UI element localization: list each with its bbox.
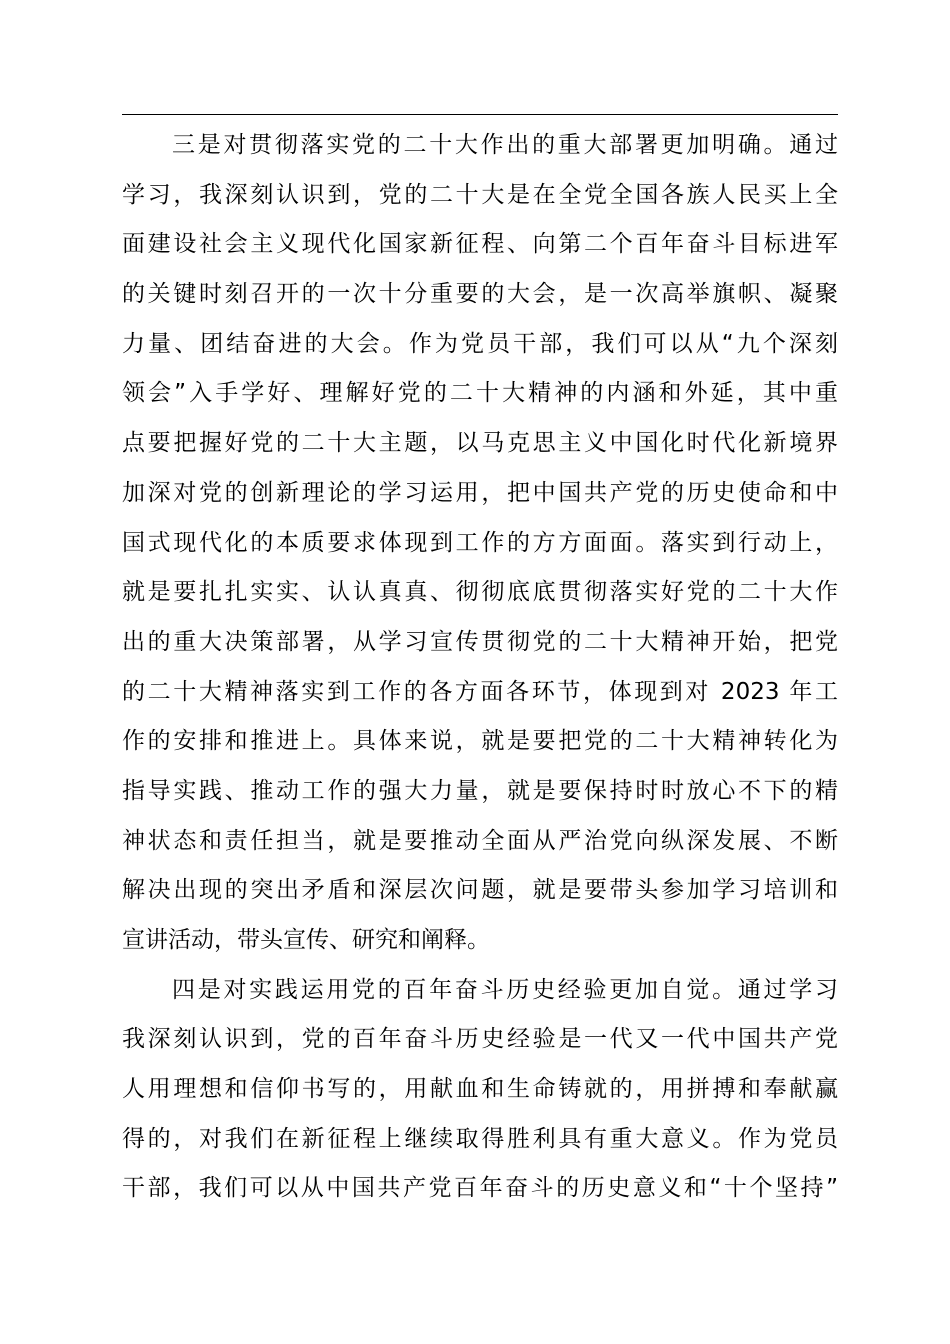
- paragraph-1-line-15: 神状态和责任担当，就是要推动全面从严治党向纵深发展、不断: [122, 827, 838, 854]
- paragraph-1-line-14: 指导实践、推动工作的强大力量，就是要保持时时放心不下的精: [122, 777, 838, 804]
- paragraph-1-line-8: 加深对党的创新理论的学习运用，把中国共产党的历史使命和中: [122, 479, 838, 506]
- body-text: [122, 121, 838, 1214]
- paragraph-1-line-3: 面建设社会主义现代化国家新征程、向第二个百年奋斗目标进军: [122, 231, 838, 258]
- paragraph-1-line-16: 解决出现的突出矛盾和深层次问题，就是要带头参加学习培训和: [122, 877, 838, 904]
- paragraph-1-line-9: 国式现代化的本质要求体现到工作的方方面面。落实到行动上，: [122, 529, 838, 556]
- paragraph-1-line-10: 就是要扎扎实实、认认真真、彻彻底底贯彻落实好党的二十大作: [122, 579, 838, 606]
- paragraph-2-line-2: 我深刻认识到，党的百年奋斗历史经验是一代又一代中国共产党: [122, 1026, 838, 1053]
- paragraph-1-line-2: 学习，我深刻认识到，党的二十大是在全党全国各族人民买上全: [122, 181, 838, 208]
- paragraph-1-line-11: 出的重大决策部署，从学习宣传贯彻党的二十大精神开始，把党: [122, 628, 838, 655]
- paragraph-2-line-5: 干部，我们可以从中国共产党百年奋斗的历史意义和“十个坚持”: [122, 1175, 838, 1202]
- paragraph-1-line-17: 宣讲活动，带头宣传、研究和阐释。: [122, 927, 490, 953]
- header-rule: [122, 114, 838, 115]
- paragraph-1-line-12: 的二十大精神落实到工作的各方面各环节，体现到对 2023 年工: [122, 678, 838, 705]
- paragraph-1-line-13: 作的安排和推进上。具体来说，就是要把党的二十大精神转化为: [122, 728, 838, 755]
- paragraph-1-line-4: 的关键时刻召开的一次十分重要的大会，是一次高举旗帜、凝聚: [122, 281, 838, 308]
- paragraph-1-line-1: 三是对贯彻落实党的二十大作出的重大部署更加明确。通过: [172, 132, 838, 158]
- paragraph-2-line-4: 得的，对我们在新征程上继续取得胜利具有重大意义。作为党员: [122, 1125, 838, 1152]
- paragraph-2-line-3: 人用理想和信仰书写的，用献血和生命铸就的，用拼搏和奉献赢: [122, 1076, 838, 1103]
- paragraph-1-line-7: 点要把握好党的二十大主题，以马克思主义中国化时代化新境界: [122, 430, 838, 457]
- paragraph-2-line-1: 四是对实践运用党的百年奋斗历史经验更加自觉。通过学习: [172, 976, 838, 1003]
- paragraph-1-line-6: 领会”入手学好、理解好党的二十大精神的内涵和外延，其中重: [122, 380, 838, 407]
- paragraph-1-line-5: 力量、团结奋进的大会。作为党员干部，我们可以从“九个深刻: [122, 330, 838, 357]
